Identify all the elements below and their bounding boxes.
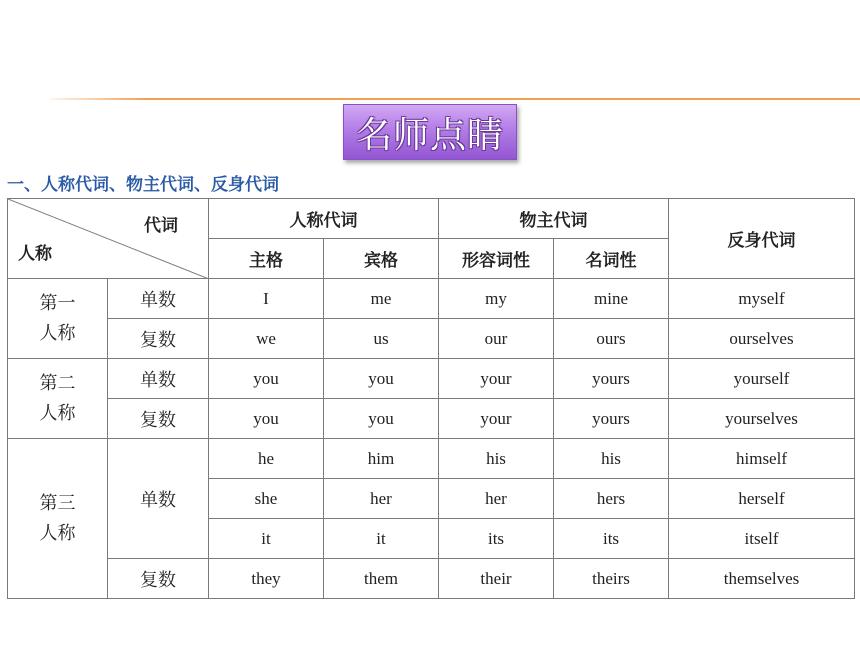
reflexive-cell: himself	[669, 439, 855, 479]
object-cell: us	[324, 319, 439, 359]
table-row	[8, 319, 855, 359]
subject-cell: we	[209, 319, 324, 359]
adjective-possessive-cell: my	[439, 279, 554, 319]
noun-possessive-cell: theirs	[554, 559, 669, 599]
adjective-possessive-cell: its	[439, 519, 554, 559]
object-cell: me	[324, 279, 439, 319]
badge-title: 名师点睛	[355, 114, 504, 156]
section-heading: 一、人称代词、物主代词、反身代词	[7, 175, 279, 195]
header-row-1	[8, 199, 855, 239]
object-cell: him	[324, 439, 439, 479]
reflexive-cell: herself	[669, 479, 855, 519]
object-case-header: 宾格	[324, 239, 439, 279]
object-cell: you	[324, 399, 439, 439]
object-cell: it	[324, 519, 439, 559]
number-cell: 复数	[108, 399, 209, 439]
adjective-possessive-header: 形容词性	[439, 239, 554, 279]
subject-cell: she	[209, 479, 324, 519]
subject-cell: you	[209, 359, 324, 399]
noun-possessive-header: 名词性	[554, 239, 669, 279]
adjective-possessive-cell: his	[439, 439, 554, 479]
object-cell: them	[324, 559, 439, 599]
object-cell: you	[324, 359, 439, 399]
title-badge	[343, 104, 517, 160]
subject-cell: they	[209, 559, 324, 599]
corner-pronoun-label: 代词	[144, 216, 178, 236]
top-divider-line	[50, 98, 860, 100]
noun-possessive-cell: its	[554, 519, 669, 559]
person-third-cell	[8, 439, 108, 599]
reflexive-cell: myself	[669, 279, 855, 319]
person-second-cell	[8, 359, 108, 439]
table-row	[8, 359, 855, 399]
reflexive-cell: themselves	[669, 559, 855, 599]
table-row	[8, 439, 855, 479]
subject-cell: I	[209, 279, 324, 319]
object-cell: her	[324, 479, 439, 519]
noun-possessive-cell: yours	[554, 359, 669, 399]
noun-possessive-cell: ours	[554, 319, 669, 359]
adjective-possessive-cell: their	[439, 559, 554, 599]
corner-header-cell	[8, 199, 209, 279]
adjective-possessive-cell: our	[439, 319, 554, 359]
reflexive-pronoun-header: 反身代词	[669, 199, 855, 279]
number-cell: 单数	[108, 439, 209, 559]
person-label: 第三人称	[39, 492, 76, 544]
number-cell: 复数	[108, 319, 209, 359]
person-label: 第一人称	[39, 292, 76, 344]
reflexive-cell: yourself	[669, 359, 855, 399]
number-cell: 单数	[108, 359, 209, 399]
adjective-possessive-cell: your	[439, 399, 554, 439]
noun-possessive-cell: mine	[554, 279, 669, 319]
noun-possessive-cell: hers	[554, 479, 669, 519]
personal-pronoun-header: 人称代词	[209, 199, 439, 239]
noun-possessive-cell: yours	[554, 399, 669, 439]
reflexive-cell: yourselves	[669, 399, 855, 439]
number-cell: 复数	[108, 559, 209, 599]
corner-person-label: 人称	[18, 244, 52, 264]
subject-case-header: 主格	[209, 239, 324, 279]
noun-possessive-cell: his	[554, 439, 669, 479]
person-label: 第二人称	[39, 372, 76, 424]
subject-cell: it	[209, 519, 324, 559]
reflexive-cell: itself	[669, 519, 855, 559]
subject-cell: he	[209, 439, 324, 479]
adjective-possessive-cell: her	[439, 479, 554, 519]
possessive-pronoun-header: 物主代词	[439, 199, 669, 239]
subject-cell: you	[209, 399, 324, 439]
adjective-possessive-cell: your	[439, 359, 554, 399]
table-row	[8, 399, 855, 439]
table-row	[8, 559, 855, 599]
table-row	[8, 279, 855, 319]
pronoun-table	[7, 198, 855, 599]
reflexive-cell: ourselves	[669, 319, 855, 359]
number-cell: 单数	[108, 279, 209, 319]
person-first-cell	[8, 279, 108, 359]
